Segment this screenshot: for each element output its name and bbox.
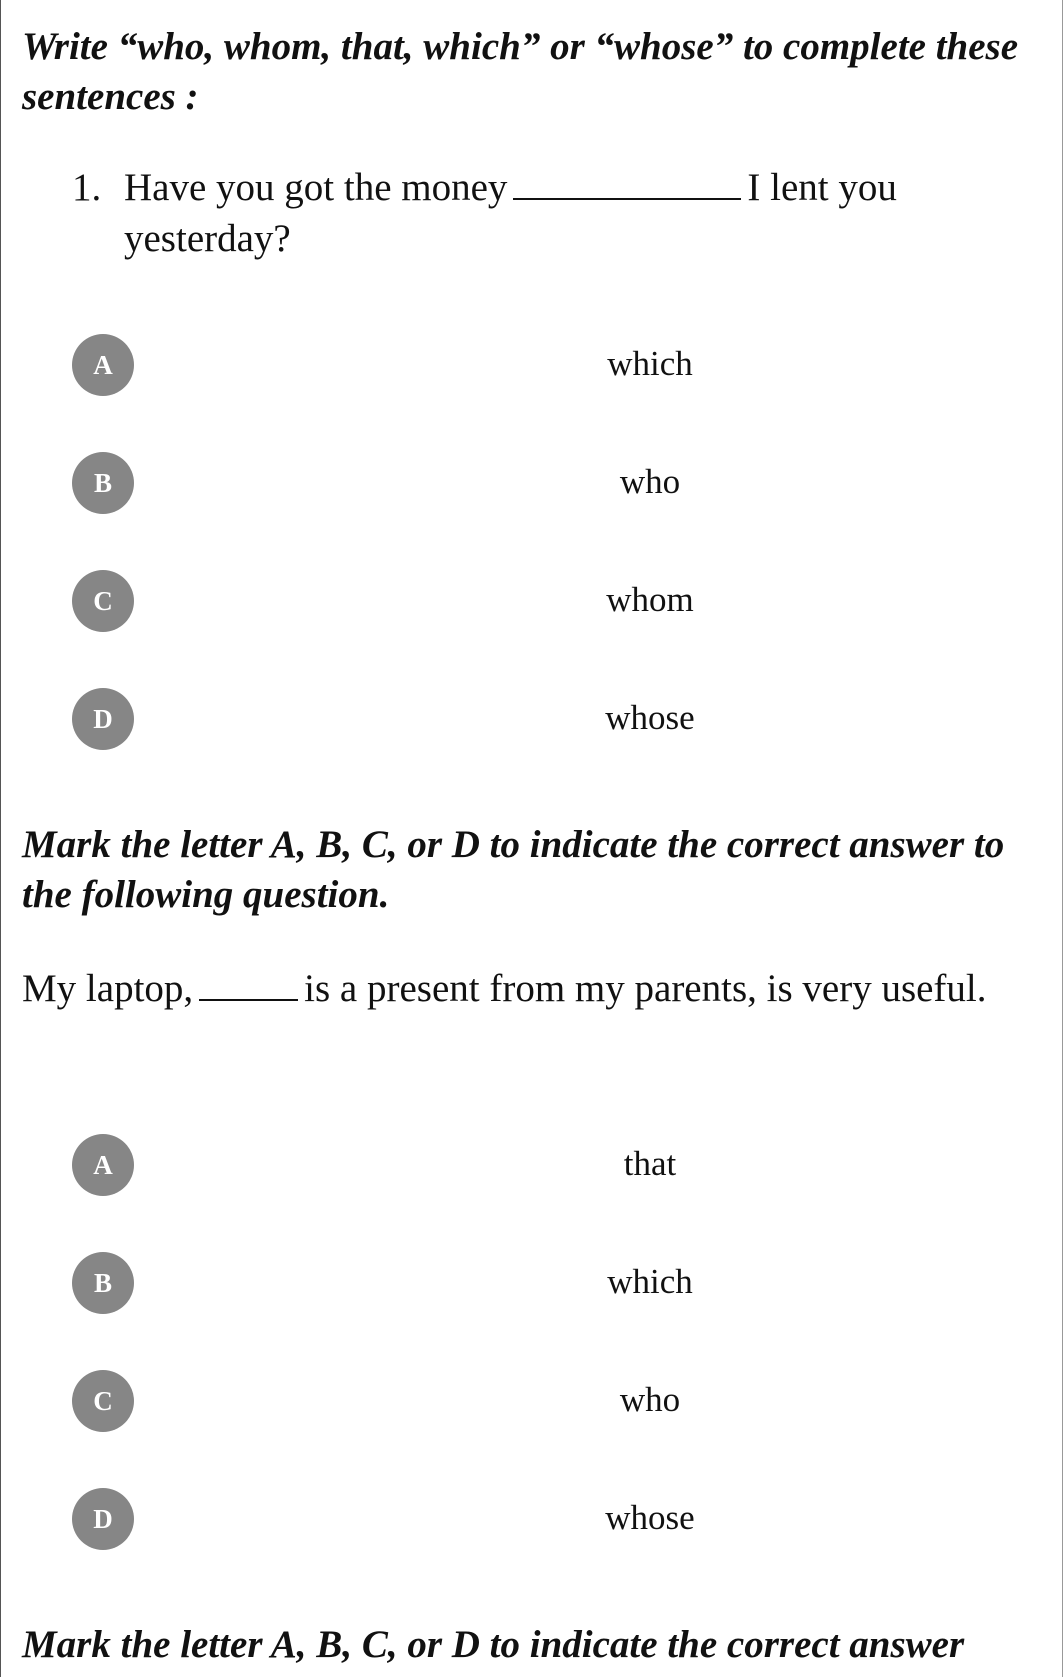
option-text: which bbox=[607, 1262, 693, 1301]
q1-option-c[interactable] bbox=[70, 570, 1030, 634]
question-2-text-before: My laptop, bbox=[22, 967, 194, 1010]
option-letter-badge: D bbox=[72, 688, 134, 750]
question-2-blank bbox=[199, 965, 298, 1001]
question-1-text-after: I lent you yesterday? bbox=[124, 166, 897, 260]
question-2-text bbox=[22, 963, 1002, 1014]
section-2-instructions: Mark the letter A, B, C, or D to indicate the correct answer to the following question. bbox=[22, 823, 1005, 916]
q1-option-b[interactable] bbox=[70, 452, 1030, 516]
option-letter-badge: A bbox=[72, 334, 134, 396]
option-letter-badge: B bbox=[72, 1252, 134, 1314]
option-letter-badge: A bbox=[72, 1134, 134, 1196]
q2-option-a[interactable] bbox=[70, 1134, 1030, 1198]
q2-option-d[interactable] bbox=[70, 1488, 1030, 1552]
option-text: which bbox=[607, 344, 693, 383]
q2-option-c[interactable] bbox=[70, 1370, 1030, 1434]
question-1-text-before: Have you got the money bbox=[124, 166, 508, 209]
question-1-blank bbox=[513, 164, 741, 200]
option-letter-badge: C bbox=[72, 570, 134, 632]
option-text: whom bbox=[606, 580, 694, 619]
option-letter-badge: C bbox=[72, 1370, 134, 1432]
question-2-text-after: is a present from my parents, is very useful. bbox=[304, 967, 987, 1010]
option-text: whose bbox=[605, 698, 695, 737]
option-text: who bbox=[619, 462, 681, 501]
option-text: who bbox=[619, 1380, 681, 1419]
section-3-instructions: Mark the letter A, B, C, or D to indicate the correct answer bbox=[22, 1623, 965, 1666]
question-1-number: 1. bbox=[72, 166, 102, 209]
option-letter-badge: B bbox=[72, 452, 134, 514]
section-1-instructions: Write “who, whom, that, which” or “whose” to complete these sentences : bbox=[22, 25, 1019, 118]
q1-option-d[interactable] bbox=[70, 688, 1030, 752]
option-text: that bbox=[623, 1144, 677, 1183]
question-1-text bbox=[124, 162, 1004, 264]
option-letter-badge: D bbox=[72, 1488, 134, 1550]
option-text: whose bbox=[605, 1498, 695, 1537]
q1-option-a[interactable] bbox=[70, 334, 1030, 398]
q2-option-b[interactable] bbox=[70, 1252, 1030, 1316]
